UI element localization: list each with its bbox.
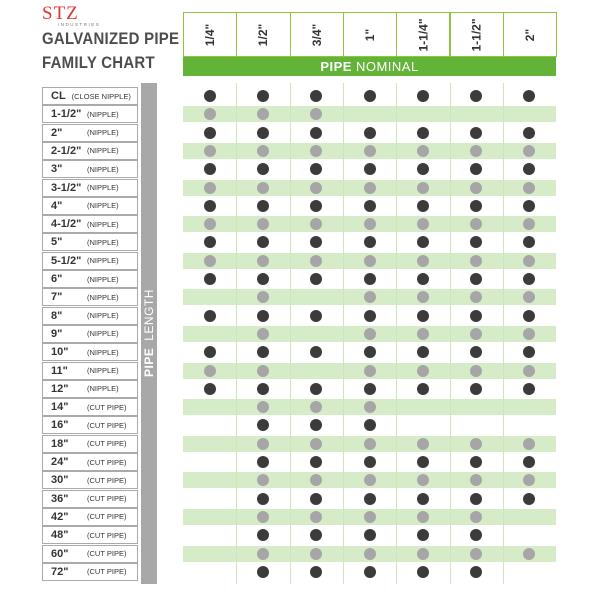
- row-length: 2": [51, 126, 63, 139]
- row-label: [42, 87, 138, 105]
- availability-dot-dark: [470, 456, 482, 468]
- availability-dot-dark: [470, 127, 482, 139]
- column-divider: [290, 83, 291, 584]
- availability-dot-light: [257, 328, 269, 340]
- row-type: (NIPPLE): [87, 183, 119, 192]
- availability-dot-light: [470, 548, 482, 560]
- availability-dot-light: [204, 108, 216, 120]
- availability-dot-light: [364, 291, 376, 303]
- availability-dot-light: [470, 438, 482, 450]
- availability-dot-dark: [364, 419, 376, 431]
- column-header-label: 1-1/2": [469, 17, 484, 52]
- row-type: (CUT PIPE): [87, 475, 127, 485]
- availability-dot-light: [257, 182, 269, 194]
- row-type: (CUT PIPE): [87, 457, 127, 467]
- pipe-nominal-bold: PIPE: [320, 59, 352, 74]
- row-type: (NIPPLE): [87, 128, 119, 138]
- availability-dot-light: [364, 511, 376, 523]
- availability-dot-dark: [470, 310, 482, 322]
- availability-dot-dark: [310, 310, 322, 322]
- row-label: [42, 105, 138, 123]
- availability-dot-light: [257, 145, 269, 157]
- availability-dot-dark: [523, 273, 535, 285]
- row-type: (NIPPLE): [87, 347, 119, 357]
- row-type: (NIPPLE): [87, 311, 119, 321]
- availability-dot-light: [257, 438, 269, 450]
- availability-dot-light: [470, 365, 482, 377]
- availability-dot-light: [204, 255, 216, 267]
- availability-dot-dark: [470, 529, 482, 541]
- column-header-label: 2": [522, 28, 537, 41]
- row-length: 24": [51, 456, 69, 468]
- availability-dot-dark: [364, 273, 376, 285]
- row-type: (NIPPLE): [87, 237, 119, 247]
- availability-dot-dark: [310, 419, 322, 431]
- availability-dot-dark: [257, 419, 269, 431]
- row-label: [42, 197, 138, 215]
- availability-dot-dark: [417, 90, 429, 102]
- pipe-nominal-bar: [183, 57, 556, 76]
- availability-dot-dark: [417, 493, 429, 505]
- row-label: [42, 362, 138, 380]
- availability-dot-dark: [364, 236, 376, 248]
- availability-dot-dark: [310, 346, 322, 358]
- availability-dot-light: [257, 511, 269, 523]
- row-label: [42, 545, 138, 563]
- availability-dot-dark: [523, 127, 535, 139]
- availability-dot-dark: [470, 566, 482, 578]
- row-label: [42, 343, 138, 361]
- row-label: [42, 398, 138, 416]
- availability-dot-dark: [470, 383, 482, 395]
- availability-dot-dark: [310, 456, 322, 468]
- availability-dot-dark: [470, 90, 482, 102]
- row-label: [42, 142, 138, 160]
- row-type: (NIPPLE): [87, 274, 119, 284]
- availability-dot-dark: [257, 273, 269, 285]
- row-length: 60": [51, 547, 69, 560]
- availability-dot-light: [257, 365, 269, 377]
- availability-dot-light: [257, 401, 269, 413]
- availability-dot-dark: [257, 310, 269, 322]
- availability-dot-dark: [310, 273, 322, 285]
- row-type: (CUT PIPE): [87, 567, 127, 577]
- row-length: 3": [51, 163, 63, 176]
- availability-dot-light: [364, 255, 376, 267]
- availability-dot-dark: [364, 529, 376, 541]
- row-length: 8": [51, 309, 63, 322]
- availability-dot-dark: [470, 493, 482, 505]
- pipe-length-label: [142, 289, 156, 377]
- availability-dot-dark: [204, 383, 216, 395]
- availability-dot-light: [257, 255, 269, 267]
- column-header: [236, 12, 290, 57]
- row-label: [42, 233, 138, 251]
- availability-dot-dark: [523, 310, 535, 322]
- row-label: [42, 325, 138, 343]
- row-length: 48": [51, 529, 69, 542]
- chart-title-line-2: FAMILY CHART: [42, 53, 155, 72]
- availability-dot-light: [364, 365, 376, 377]
- column-divider: [343, 83, 344, 584]
- row-label: [42, 252, 138, 270]
- availability-dot-light: [523, 365, 535, 377]
- availability-dot-dark: [470, 200, 482, 212]
- availability-dot-dark: [310, 127, 322, 139]
- availability-dot-dark: [204, 346, 216, 358]
- availability-dot-dark: [257, 90, 269, 102]
- row-length: 14": [51, 401, 69, 414]
- availability-dot-dark: [310, 163, 322, 175]
- availability-dot-dark: [417, 163, 429, 175]
- availability-dot-dark: [523, 236, 535, 248]
- availability-dot-light: [364, 328, 376, 340]
- availability-dot-light: [417, 438, 429, 450]
- row-label: [42, 215, 138, 233]
- column-divider: [503, 83, 504, 584]
- availability-dot-light: [364, 548, 376, 560]
- row-type: (NIPPLE): [87, 146, 119, 156]
- column-header: [343, 12, 397, 57]
- row-type: (NIPPLE): [87, 256, 119, 266]
- availability-dot-dark: [204, 200, 216, 212]
- availability-dot-light: [417, 511, 429, 523]
- column-header-label: 3/4": [309, 23, 324, 46]
- row-length: 11": [51, 364, 68, 377]
- availability-dot-dark: [257, 346, 269, 358]
- row-type: (NIPPLE): [87, 292, 119, 302]
- availability-dot-dark: [523, 383, 535, 395]
- row-label: [42, 508, 138, 526]
- column-header-label: 1": [363, 28, 378, 41]
- row-type: (CUT PIPE): [87, 420, 127, 430]
- availability-dot-light: [310, 438, 322, 450]
- availability-dot-light: [257, 218, 269, 230]
- row-length: 7": [51, 291, 63, 304]
- availability-dot-light: [470, 145, 482, 157]
- availability-dot-light: [364, 474, 376, 486]
- availability-dot-light: [204, 218, 216, 230]
- availability-dot-dark: [523, 200, 535, 212]
- availability-dot-light: [364, 145, 376, 157]
- row-length: 9": [51, 327, 63, 340]
- availability-dot-dark: [417, 310, 429, 322]
- availability-dot-light: [417, 328, 429, 340]
- availability-dot-dark: [204, 163, 216, 175]
- availability-dot-dark: [470, 346, 482, 358]
- row-type: (CUT PIPE): [87, 512, 127, 522]
- availability-dot-light: [417, 365, 429, 377]
- row-type: (CUT PIPE): [87, 530, 127, 540]
- row-type: (NIPPLE): [87, 384, 119, 394]
- column-header-label: 1/2": [256, 23, 271, 46]
- column-divider: [236, 83, 237, 584]
- chart-title-line-1: GALVANIZED PIPE: [42, 29, 180, 48]
- availability-dot-light: [417, 218, 429, 230]
- row-type: (CUT PIPE): [87, 549, 127, 558]
- row-length: CL: [51, 90, 66, 102]
- availability-dot-dark: [364, 200, 376, 212]
- row-label: [42, 471, 138, 489]
- availability-dot-dark: [364, 566, 376, 578]
- availability-dot-dark: [364, 163, 376, 175]
- pipe-length-bold: PIPE: [142, 347, 156, 377]
- column-divider: [450, 83, 451, 584]
- brand-logo-subtext: INDUSTRIES: [58, 22, 101, 27]
- row-type: (CLOSE NIPPLE): [71, 91, 131, 101]
- availability-dot-dark: [417, 456, 429, 468]
- row-label: [42, 179, 138, 197]
- row-length: 5-1/2": [51, 254, 82, 267]
- availability-dot-light: [310, 182, 322, 194]
- row-length: 1-1/2": [51, 108, 82, 121]
- availability-dot-dark: [204, 90, 216, 102]
- availability-dot-dark: [417, 200, 429, 212]
- column-header: [290, 12, 344, 57]
- availability-dot-light: [470, 511, 482, 523]
- availability-dot-light: [417, 255, 429, 267]
- row-length: 42": [51, 510, 69, 523]
- row-label: [42, 124, 138, 142]
- availability-dot-dark: [310, 493, 322, 505]
- pipe-nominal-rest: NOMINAL: [355, 59, 419, 74]
- availability-dot-light: [310, 255, 322, 267]
- availability-dot-dark: [310, 529, 322, 541]
- column-header-label: 1-1/4": [416, 17, 431, 52]
- availability-dot-dark: [204, 127, 216, 139]
- availability-dot-dark: [364, 456, 376, 468]
- availability-dot-light: [364, 401, 376, 413]
- row-label: [42, 416, 138, 434]
- availability-dot-light: [364, 182, 376, 194]
- column-header-label: 1/4": [203, 23, 218, 46]
- row-type: (NIPPLE): [87, 164, 119, 174]
- row-length: 3-1/2": [51, 181, 82, 194]
- availability-dot-dark: [257, 383, 269, 395]
- availability-dot-dark: [364, 493, 376, 505]
- row-label: [42, 307, 138, 325]
- availability-dot-dark: [364, 90, 376, 102]
- row-type: (NIPPLE): [87, 219, 119, 229]
- row-type: (NIPPLE): [87, 329, 119, 339]
- availability-dot-light: [417, 182, 429, 194]
- brand-logo-text: STZ: [42, 3, 79, 24]
- row-length: 10": [51, 346, 69, 359]
- availability-dot-light: [204, 365, 216, 377]
- row-length: 6": [51, 273, 63, 285]
- row-length: 2-1/2": [51, 144, 82, 157]
- availability-dot-light: [470, 255, 482, 267]
- row-label: [42, 435, 138, 453]
- availability-dot-dark: [523, 346, 535, 358]
- availability-dot-light: [523, 182, 535, 194]
- availability-dot-dark: [364, 310, 376, 322]
- row-label: [42, 160, 138, 178]
- row-label: [42, 380, 138, 398]
- availability-dot-dark: [417, 236, 429, 248]
- row-length: 4-1/2": [51, 218, 82, 231]
- row-label: [42, 563, 138, 581]
- availability-dot-dark: [310, 200, 322, 212]
- row-type: (CUT PIPE): [87, 439, 127, 449]
- row-label: [42, 453, 138, 471]
- availability-dot-light: [417, 145, 429, 157]
- availability-dot-dark: [257, 566, 269, 578]
- availability-dot-dark: [470, 163, 482, 175]
- availability-dot-dark: [417, 529, 429, 541]
- availability-dot-light: [257, 548, 269, 560]
- availability-dot-light: [310, 548, 322, 560]
- availability-dot-dark: [523, 90, 535, 102]
- availability-dot-dark: [470, 236, 482, 248]
- availability-dot-dark: [310, 90, 322, 102]
- availability-dot-dark: [257, 127, 269, 139]
- availability-dot-dark: [310, 383, 322, 395]
- availability-dot-dark: [257, 493, 269, 505]
- availability-dot-dark: [417, 566, 429, 578]
- availability-dot-dark: [257, 200, 269, 212]
- availability-dot-dark: [417, 383, 429, 395]
- column-divider: [396, 83, 397, 584]
- row-length: 5": [51, 236, 63, 249]
- row-label: [42, 288, 138, 306]
- availability-dot-dark: [417, 127, 429, 139]
- availability-dot-light: [204, 145, 216, 157]
- availability-dot-dark: [470, 273, 482, 285]
- availability-dot-dark: [257, 529, 269, 541]
- availability-dot-light: [470, 182, 482, 194]
- availability-dot-dark: [364, 346, 376, 358]
- row-length: 30": [51, 474, 69, 487]
- row-type: (NIPPLE): [87, 109, 119, 119]
- availability-dot-dark: [204, 310, 216, 322]
- column-header: [183, 12, 237, 57]
- availability-dot-dark: [417, 346, 429, 358]
- column-header: [503, 12, 557, 57]
- availability-dot-dark: [523, 493, 535, 505]
- row-length: 16": [51, 419, 69, 432]
- row-length: 4": [51, 199, 63, 212]
- row-type: (NIPPLE): [87, 201, 119, 211]
- pipe-length-rest: LENGTH: [142, 289, 156, 341]
- availability-dot-light: [470, 328, 482, 340]
- availability-dot-light: [364, 218, 376, 230]
- row-type: (CUT PIPE): [87, 402, 127, 412]
- availability-dot-light: [417, 548, 429, 560]
- row-length: 18": [51, 437, 69, 450]
- availability-dot-dark: [257, 163, 269, 175]
- column-header: [450, 12, 504, 57]
- row-stripe: [183, 106, 556, 122]
- row-label: [42, 270, 138, 288]
- row-length: 36": [51, 492, 69, 505]
- availability-dot-dark: [417, 273, 429, 285]
- availability-dot-dark: [523, 456, 535, 468]
- availability-dot-dark: [204, 273, 216, 285]
- availability-dot-light: [523, 548, 535, 560]
- row-label: [42, 490, 138, 508]
- availability-dot-dark: [204, 236, 216, 248]
- availability-dot-dark: [310, 566, 322, 578]
- row-label: [42, 526, 138, 544]
- row-type: (CUT PIPE): [87, 494, 127, 504]
- availability-dot-dark: [257, 456, 269, 468]
- availability-dot-dark: [523, 163, 535, 175]
- availability-dot-light: [364, 438, 376, 450]
- row-type: (NIPPLE): [87, 366, 119, 375]
- availability-dot-light: [204, 182, 216, 194]
- availability-dot-dark: [310, 236, 322, 248]
- availability-dot-dark: [257, 236, 269, 248]
- row-length: 12": [51, 382, 69, 395]
- availability-dot-dark: [364, 383, 376, 395]
- column-header: [396, 12, 450, 57]
- brand-logo: [42, 3, 101, 27]
- row-length: 72": [51, 565, 69, 578]
- availability-dot-dark: [364, 127, 376, 139]
